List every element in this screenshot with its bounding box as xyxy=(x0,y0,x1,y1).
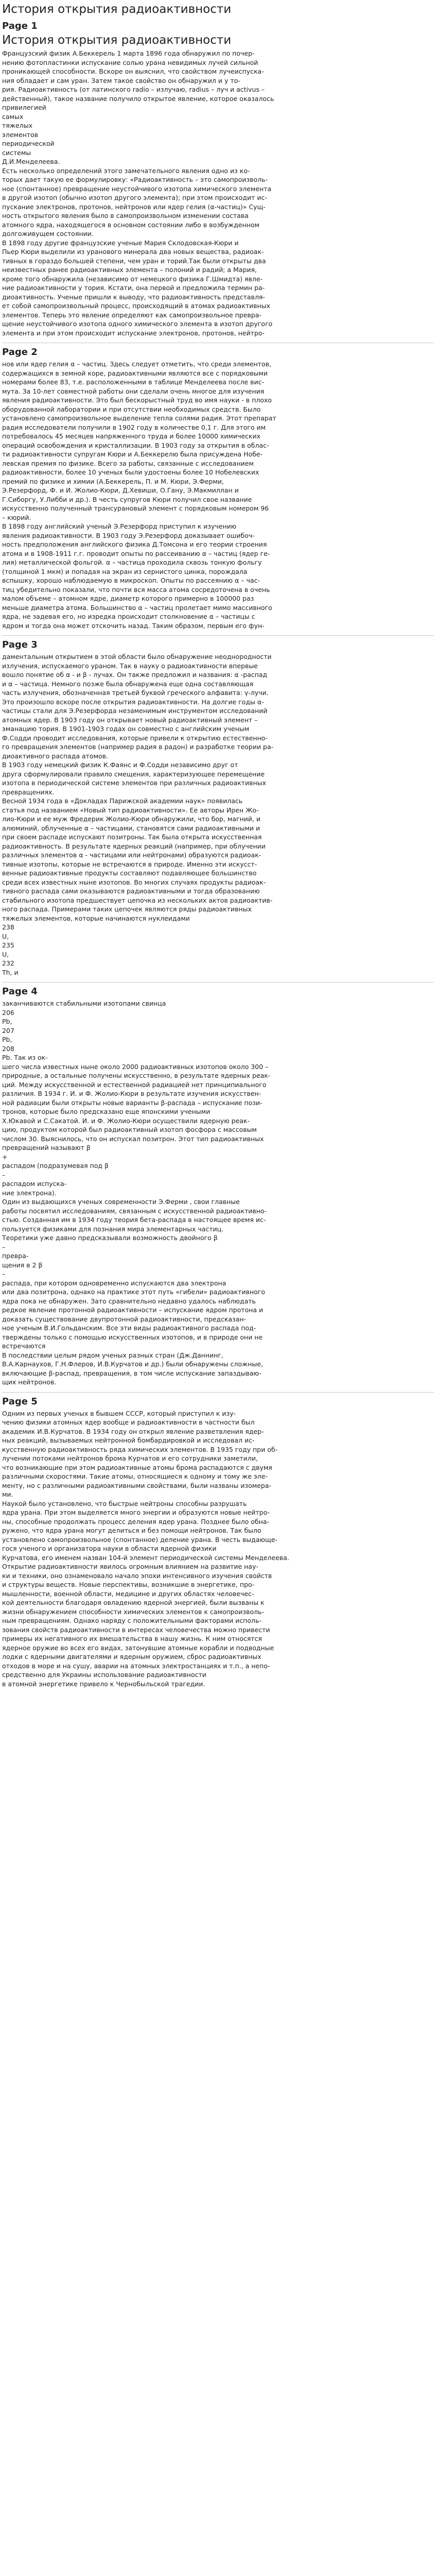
page-text: заканчиваются стабильными изотопами свинца 206 Pb, 207 Pb, 208 Pb. Так из ок- шего числа известных ныне около 2000 радиоактивных изотопов около 300 – природные, а остальные получены искусственно, в результате ядерных реак- ций. Между искусственной и естественной радиацией нет принципиального различия. В 1934 г. И. и Ф. Жолио-Кюри в результате изучения искусствен- ной радиации были открыты новые варианты β-распада – испускание пози- тронов, которые было предсказано еще японскими учеными X.Юкавой и С.Сакатой. И. и Ф. Жолио-Кюри осуществили ядерную реак- цию, продуктом которой был радиоактивный изотоп фосфора с массовым числом 30. Выяснилось, что он испускал позитрон. Этот тип радиоактивных превращений называют β + распадом (подразумевая под β – распадом испуска- ние электрона). Один из выдающихся ученых современности Э.Ферми , свои главные работы посвятил исследованиям, связанным с искусственной радиоактивно- стью. Созданная им в 1934 году теория бета-распада в настоящее время ис- пользуется физиками для познания мира элементарных частиц. Теоретики уже давно предсказывали возможность двойного β – превра- щения в 2 β – распада, при котором одновременно испускаются два электрона или два позитрона, однако на практике этот путь «гибели» радиоактивного ядра пока не обнаружен. Зато сравнительно недавно удалось наблюдать редкое явление протонной радиоактивности – испускание ядром протона и доказать существование двупротонной радиоактивности, предсказан- ное ученым В.И.Гольданским. Все эти виды радиоактивного распада под- тверждены только с помощью искусственных изотопов, и в природе они не встречаются В последствии целым рядом ученых разных стран (Дж.Даннинг, В.А.Карнаухов, Г.Н.Флеров, И.В.Курчатов и др.) были обнаружены сложные, включающие β-распад, превращения, в том числе испускание запаздываю- щих нейтронов. xyxy=(2,999,271,1386)
page-5 xyxy=(0,1393,436,1689)
page-text: Французский физик А.Беккерель 1 марта 1896 года обнаружил по почер- нению фотопластинки испускание солью урана невидимых лучей сильной проникающей способности. Вскоре он выяснил, что свойством лучеиспуска- ния обладает и сам уран. Затем такое свойство он обнаружил и у то- рия. Радиоактивность (от латинского radio – излучаю, radius – луч и activus – действенный), такое название получило открытое явление, которое оказалось привилегией самых тяжелых элементов периодической системы Д.И.Менделеева. Есть несколько определений этого замечательного явления одно из ко- торых дает такую ее формулировку: «Радиоактивность – это самопроизволь- ное (спонтанное) превращение неустойчивого изотопа химического элемента в другой изотоп (обычно изотоп другого элемента); при этом происходит ис- пускание электронов, протонов, нейтронов или ядер гелия (α-частиц)» Сущ- ность открытого явления было в самопроизвольном изменении состава атомного ядра, находящегося в основном состоянии либо в возбужденном долгоживущем состоянии. В 1898 году другие французские ученые Мария Склодовская-Кюри и Пьер Кюри выделили из уранового минерала два новых вещества, радиоак- тивных в гораздо большей степени, чем уран и торий.Так были открыты два неизвестных ранее радиоактивных элемента – полоний и радий; а Мария, кроме того обнаружила (независимо от немецкого физика Г.Шмидта) явле- ние радиоактивности у тория. Кстати, она первой и предложила термин ра- диоактивность. Ученые пришли к выводу, что радиоактивность представля- ет собой самопроизвольный процесс, происходящий в атомах радиоактивных элементов. Теперь это явление определяют как самопроизвольное превра- щение неустойчивого изотопа одного химического элемента в изотоп другого элемента и при этом происходит испускание электронов, протонов, нейтро- xyxy=(2,49,274,337)
page-text: даментальным открытием в этой области было обнаружение неоднородности излучения, испускаемого ураном. Так в науку о радиоактивности впервые вошло понятие об α - и β - лучах. Он также предложил и названия: α -распад и α – частица. Немного позже была обнаружена еще одна составляющая часть излучения, обозначенная третьей буквой греческого алфавита: γ-лучи. Это произошло вскоре после открытия радиоактивности. На долгие годы α- частицы стали для Э.Резерфорда незаменимым инструментом исследований атомных ядер. В 1903 году он открывает новый радиоактивный элемент – эманацию тория. В 1901-1903 годах он совместно с английским ученым Ф.Содди проводит исследования, которые привели к открытию естественно- го превращения элементов (например радия в радон) и разработке теории ра- диоактивного распада атомов. В 1903 году немецкий физик К.Фаянс и Ф.Содди независимо друг от друга сформулировали правило смещения, характеризующее перемещение изотопа в периодической системе элементов при различных радиоактивных превращениях. Весной 1934 года в «Докладах Парижской академии наук» появилась статья под названием «Новый тип радиоактивности». Ее авторы Ирен Жо- лио-Кюри и ее муж Фредерик Жолио-Кюри обнаружили, что бор, магний, и алюминий, облученные α – частицами, становятся сами радиоактивными и при своем распаде испускают позитроны. Так была открыта искусственная радиоактивность. В результате ядерных реакций (например, при облучении различных элементов α - частицами или нейтронами) образуются радиоак- тивные изотопы, которые не встречаются в природе. Именно эти искусст- венные радиоактивные продукты составляют подавляющее большинство среди всех известных ныне изотопов. Во многих случаях продукты радиоак- тивного распада сами оказываются радиоактивными и тогда образованию стабильного изотопа предшествует цепочка из нескольких актов радиоактив- ного распада. Примерами таких цепочек являются ряды радиоактивных тяжелых элементов, которые начинаются нуклеидами 238 U, 235 U, 232 Th, и xyxy=(2,653,274,976)
page-subheading: История открытия радиоактивности xyxy=(2,33,232,47)
page-text: нов или ядер гелия α – частиц. Здесь следует отметить, что среди элементов, содержащихся в земной коре, радиоактивными являются все с порядковыми номерами более 83, т.е. расположенными в таблице Менделеева после вис- мута. За 10-лет совместной работы они сделали очень многое для изучения явления радиоактивности. Это был бескорыстный труд во имя науки - в плохо оборудованной лаборатории и при отсутствии необходимых средств. Было установлено самопроизвольное выделение теплa солями радия. Этот препарат радия исследователи получили в 1902 году в количестве 0,1 г. Для этого им потребовалось 45 месяцев напряженного труда и более 10000 химических операций освобождения и кристаллизации. В 1903 году за открытия в облас- ти радиоактивности супругам Кюри и А.Беккерелю была присуждена Нобе- левская премия по физике. Всего за работы, связанные с исследованием радиоактивности, более 10 ученых были удостоены более 10 Нобелевских премий по физике и химии (А.Беккерель, П. и М. Кюри, Э.Ферми, Э.Резерфорд, Ф. и И. Жолио-Кюри, Д.Хевиши, О.Гану, Э.Макмиллан и Г.Сиборгу, У.Либби и др.). В честь супругов Кюри получил свое название искусственно полученный трансурановый элемент с порядковым номером 96 – кюрий. В 1898 году английский ученый Э.Резерфорд приступил к изучению явления радиоактивности. В 1903 году Э.Резерфорд доказывает ошибоч- ность предположения английского физика Д.Томсона и его теории строения атома и в 1908-1911 г.г. проводит опыты по рассеиванию α – частиц (ядер ге- лия) металлической фольгой. α – частица проходила сквозь тонкую фольгу (толщиной 1 мкм) и попадая на экран из сернистого цинка, порождала вспышку, хорошо наблюдаемую в микроскоп. Опыты по рассеянию α – час- тиц убедительно показали, что почти вся масса атома сосредоточена в очень малом объеме – атомном ядре, диаметр которого примерно в 100000 раз меньше диаметра атома. Большинство α – частиц пролетает мимо массивного ядра, не задевая его, но изредка происходит столкновение α – частицы с ядром и тогда она может отскочить назад. Таким образом, первым его фун- xyxy=(2,360,276,630)
page-heading: Page 2 xyxy=(2,347,38,358)
page-1 xyxy=(0,17,436,337)
page-text: Одним из первых ученых в бывшем СССР, который приступил к изу- чению физики атомных ядер вообще и радиоактивности в частности был академик И.В.Курчатов. В 1934 году он открыл явление разветвления ядер- ных реакций, вызываемых нейтронной бомбардировкой и исследовал ис- кусственную радиоактивность ряда химических элементов. В 1935 году при об- лучении потоками нейтронов брома Курчатов и его сотрудники заметили, что возникающие при этом радиоактивные атомы брома распадаются с двумя различными скоростями. Такие атомы, относящиеся к одному и тому же эле- менту, но с различными радиоактивными свойствами, были названы изомера- ми. Наукой было установлено, что быстрые нейтроны способны разрушать ядра урана. При этом выделяется много энергии и образуются новые нейтро- ны, способные продолжать процесс деления ядер урана. Позднее было обна- ружено, что ядра урана могут делиться и без помощи нейтронов. Так было установлено самопроизвольное (спонтанное) деление урана. В честь выдающе- гося ученого и организатора науки в области ядерной физики Курчатова, его именем назван 104-й элемент периодической системы Менделеева. Открытие радиоактивности явилось огромным влиянием на развитие нау- ки и техники, оно ознаменовало начало эпохи интенсивного изучения свойств и структуры веществ. Новые перспективы, возникшие в энергетике, про- мышленности, военной области, медицине и других областях человечес- кой деятельности благодаря овладению ядерной энергией, были вызваны к жизни обнаружением способности химических элементов к самопроизволь- ным превращениям. Однако наряду с положительными факторами исполь- зования свойств радиоактивности в интересах человечества можно привести примеры их негативного их вмешательства в нашу жизнь. К ним относятся ядерное оружие во всех его видах, затонувшие атомные корабли и подводные лодки с ядерными двигателями и ядерным оружием, сброс радиоактивных отходов в море и на сушу, аварии на атомных электростанциях и т.п., а непо- средственно для Украины использование радиоактивности в атомной энергетике привело к Чернобыльской трагедии. xyxy=(2,1409,289,1688)
page-2 xyxy=(0,343,436,630)
page-heading: Page 5 xyxy=(2,1396,38,1407)
page-heading: Page 3 xyxy=(2,639,38,650)
page-heading: Page 1 xyxy=(2,21,38,31)
page-heading: Page 4 xyxy=(2,986,38,997)
document-title: История открытия радиоактивности xyxy=(2,3,232,16)
page-3 xyxy=(0,636,436,977)
page-4 xyxy=(0,982,436,1387)
